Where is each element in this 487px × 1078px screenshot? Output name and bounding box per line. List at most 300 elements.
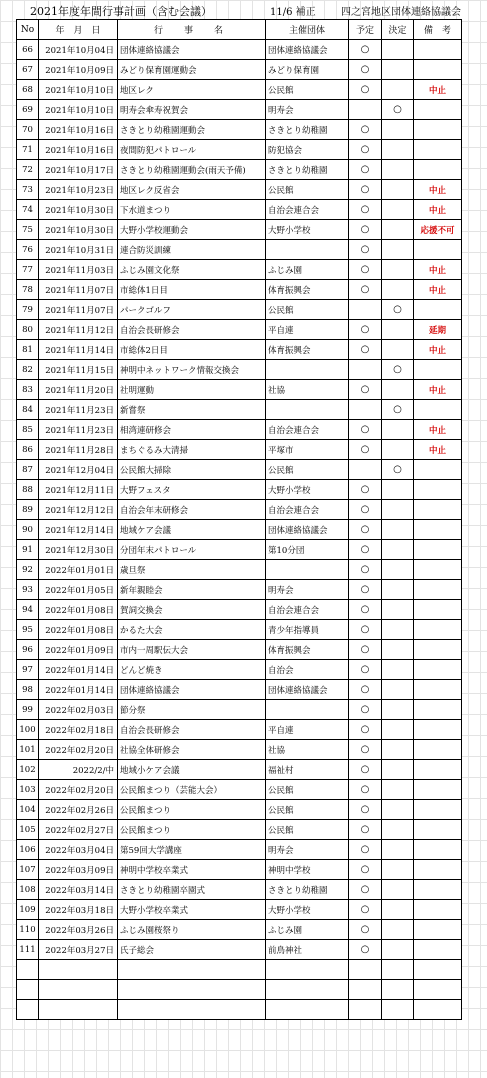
- cell-no: 76: [17, 240, 39, 260]
- cell-decided: [382, 280, 414, 300]
- cell-date: 2021年12月30日: [39, 540, 118, 560]
- cell-organizer: ふじみ園: [266, 260, 349, 280]
- cell-note: 中止: [414, 180, 462, 200]
- cell-decided: [382, 480, 414, 500]
- cell-date: 2021年11月07日: [39, 280, 118, 300]
- cell-event: 連合防災訓練: [118, 240, 266, 260]
- cell-event: 分団年末パトロール: [118, 540, 266, 560]
- cell-decided: ○: [382, 460, 414, 480]
- cell-note: [414, 480, 462, 500]
- cell-note: [414, 700, 462, 720]
- cell-decided: [382, 780, 414, 800]
- cell-no: 109: [17, 900, 39, 920]
- cell-decided: [382, 200, 414, 220]
- cell-planned: ○: [349, 280, 382, 300]
- cell-note: [414, 140, 462, 160]
- cell-organizer: 公民館: [266, 300, 349, 320]
- cell-organizer: 自治会連合会: [266, 420, 349, 440]
- cell-note: [414, 880, 462, 900]
- cell-note: [414, 960, 462, 980]
- cell-event: 新年親睦会: [118, 580, 266, 600]
- cell-date: 2022年03月04日: [39, 840, 118, 860]
- cell-no: 110: [17, 920, 39, 940]
- cell-no: [17, 980, 39, 1000]
- cell-date: 2021年11月15日: [39, 360, 118, 380]
- cell-no: 96: [17, 640, 39, 660]
- cell-decided: [382, 180, 414, 200]
- cell-decided: [382, 800, 414, 820]
- table-row: [17, 280, 462, 300]
- cell-date: 2022年02月26日: [39, 800, 118, 820]
- cell-no: 97: [17, 660, 39, 680]
- table-row: [17, 720, 462, 740]
- cell-no: 68: [17, 80, 39, 100]
- cell-no: 106: [17, 840, 39, 860]
- cell-event: ふじみ園桜祭り: [118, 920, 266, 940]
- table-row: [17, 320, 462, 340]
- table-row: [17, 340, 462, 360]
- header-no: No: [17, 20, 39, 40]
- table-row: [17, 1000, 462, 1020]
- cell-note: [414, 840, 462, 860]
- cell-planned: ○: [349, 380, 382, 400]
- cell-no: 100: [17, 720, 39, 740]
- cell-note: [414, 580, 462, 600]
- cell-event: どんど焼き: [118, 660, 266, 680]
- table-row: [17, 700, 462, 720]
- cell-event: 公民館まつり: [118, 820, 266, 840]
- cell-note: 中止: [414, 80, 462, 100]
- cell-date: 2021年12月04日: [39, 460, 118, 480]
- cell-planned: ○: [349, 940, 382, 960]
- cell-planned: ○: [349, 80, 382, 100]
- cell-planned: ○: [349, 480, 382, 500]
- cell-note: [414, 740, 462, 760]
- cell-date: 2021年11月28日: [39, 440, 118, 460]
- cell-no: 88: [17, 480, 39, 500]
- cell-no: 89: [17, 500, 39, 520]
- cell-event: 地域ケア会議: [118, 520, 266, 540]
- cell-date: 2021年12月12日: [39, 500, 118, 520]
- cell-planned: ○: [349, 260, 382, 280]
- cell-no: 82: [17, 360, 39, 380]
- cell-planned: ○: [349, 620, 382, 640]
- cell-no: 81: [17, 340, 39, 360]
- cell-organizer: 団体連絡協議会: [266, 680, 349, 700]
- cell-decided: [382, 1000, 414, 1020]
- cell-decided: [382, 760, 414, 780]
- table-row: [17, 960, 462, 980]
- cell-decided: [382, 860, 414, 880]
- cell-no: 67: [17, 60, 39, 80]
- cell-organizer: 公民館: [266, 460, 349, 480]
- cell-date: 2022年01月14日: [39, 680, 118, 700]
- cell-date: 2021年10月16日: [39, 120, 118, 140]
- cell-organizer: 平自連: [266, 320, 349, 340]
- cell-note: [414, 160, 462, 180]
- cell-planned: ○: [349, 680, 382, 700]
- cell-planned: ○: [349, 840, 382, 860]
- cell-date: 2021年11月03日: [39, 260, 118, 280]
- cell-no: 107: [17, 860, 39, 880]
- cell-no: 94: [17, 600, 39, 620]
- cell-organizer: [266, 1000, 349, 1020]
- cell-date: 2021年11月14日: [39, 340, 118, 360]
- cell-no: 77: [17, 260, 39, 280]
- cell-planned: ○: [349, 600, 382, 620]
- cell-event: [118, 960, 266, 980]
- cell-decided: [382, 720, 414, 740]
- cell-planned: ○: [349, 40, 382, 60]
- cell-organizer: 大野小学校: [266, 900, 349, 920]
- cell-planned: ○: [349, 820, 382, 840]
- table-row: [17, 900, 462, 920]
- cell-organizer: 平塚市: [266, 440, 349, 460]
- table-row: [17, 160, 462, 180]
- table-row: [17, 980, 462, 1000]
- cell-no: 98: [17, 680, 39, 700]
- cell-organizer: [266, 560, 349, 580]
- cell-decided: ○: [382, 400, 414, 420]
- cell-decided: [382, 440, 414, 460]
- cell-planned: ○: [349, 720, 382, 740]
- cell-note: [414, 760, 462, 780]
- cell-event: 自治会年末研修会: [118, 500, 266, 520]
- cell-organizer: 明寿会: [266, 580, 349, 600]
- cell-event: さきとり幼稚園卒園式: [118, 880, 266, 900]
- cell-decided: [382, 920, 414, 940]
- cell-organizer: 自治会連合会: [266, 200, 349, 220]
- cell-organizer: 公民館: [266, 80, 349, 100]
- table-row: [17, 620, 462, 640]
- table-row: [17, 640, 462, 660]
- cell-organizer: 明寿会: [266, 100, 349, 120]
- cell-organizer: 社協: [266, 380, 349, 400]
- table-row: [17, 780, 462, 800]
- cell-decided: [382, 40, 414, 60]
- cell-planned: ○: [349, 540, 382, 560]
- table-row: [17, 300, 462, 320]
- cell-decided: [382, 880, 414, 900]
- cell-date: 2021年10月30日: [39, 200, 118, 220]
- cell-event: 社明運動: [118, 380, 266, 400]
- cell-decided: [382, 120, 414, 140]
- header-event: 行 事 名: [118, 20, 266, 40]
- table-row: [17, 380, 462, 400]
- cell-organizer: 公民館: [266, 800, 349, 820]
- cell-event: 地域小ケア会議: [118, 760, 266, 780]
- cell-planned: [349, 980, 382, 1000]
- cell-date: 2021年10月04日: [39, 40, 118, 60]
- cell-date: 2022年02月20日: [39, 780, 118, 800]
- cell-event: 新嘗祭: [118, 400, 266, 420]
- cell-planned: ○: [349, 880, 382, 900]
- cell-date: 2022年03月26日: [39, 920, 118, 940]
- cell-event: パークゴルフ: [118, 300, 266, 320]
- cell-no: 87: [17, 460, 39, 480]
- table-row: [17, 580, 462, 600]
- cell-no: 69: [17, 100, 39, 120]
- table-row: [17, 60, 462, 80]
- cell-no: 105: [17, 820, 39, 840]
- cell-organizer: さきとり幼稚園: [266, 880, 349, 900]
- cell-organizer: 自治会連合会: [266, 500, 349, 520]
- cell-organizer: [266, 700, 349, 720]
- cell-planned: [349, 960, 382, 980]
- cell-organizer: みどり保育園: [266, 60, 349, 80]
- cell-note: [414, 520, 462, 540]
- cell-note: 中止: [414, 340, 462, 360]
- cell-planned: ○: [349, 860, 382, 880]
- table-row: [17, 400, 462, 420]
- title-bar: [0, 0, 487, 19]
- cell-note: [414, 240, 462, 260]
- cell-decided: [382, 640, 414, 660]
- table-row: [17, 880, 462, 900]
- cell-note: [414, 100, 462, 120]
- cell-date: 2021年11月20日: [39, 380, 118, 400]
- cell-date: 2021年12月11日: [39, 480, 118, 500]
- cell-organizer: 社協: [266, 740, 349, 760]
- cell-event: かるた大会: [118, 620, 266, 640]
- cell-date: 2022年03月14日: [39, 880, 118, 900]
- cell-planned: [349, 360, 382, 380]
- cell-organizer: 団体連絡協議会: [266, 40, 349, 60]
- cell-event: 地区レク反省会: [118, 180, 266, 200]
- table-row: [17, 540, 462, 560]
- cell-decided: ○: [382, 300, 414, 320]
- cell-event: みどり保育園運動会: [118, 60, 266, 80]
- cell-note: [414, 540, 462, 560]
- table-row: [17, 120, 462, 140]
- cell-note: [414, 600, 462, 620]
- cell-planned: ○: [349, 700, 382, 720]
- cell-no: 83: [17, 380, 39, 400]
- table-row: [17, 800, 462, 820]
- cell-note: [414, 820, 462, 840]
- cell-no: 102: [17, 760, 39, 780]
- cell-decided: [382, 500, 414, 520]
- cell-organizer: 公民館: [266, 180, 349, 200]
- cell-note: [414, 60, 462, 80]
- cell-event: 下水道まつり: [118, 200, 266, 220]
- cell-note: [414, 460, 462, 480]
- cell-decided: [382, 80, 414, 100]
- cell-decided: [382, 560, 414, 580]
- cell-date: 2022年01月05日: [39, 580, 118, 600]
- cell-date: 2022年01月08日: [39, 600, 118, 620]
- cell-note: 中止: [414, 440, 462, 460]
- cell-decided: [382, 380, 414, 400]
- cell-decided: [382, 960, 414, 980]
- cell-planned: ○: [349, 240, 382, 260]
- table-row: [17, 440, 462, 460]
- cell-event: 大野小学校運動会: [118, 220, 266, 240]
- cell-no: [17, 1000, 39, 1020]
- cell-event: 夜間防犯パトロール: [118, 140, 266, 160]
- cell-decided: [382, 340, 414, 360]
- cell-date: 2022年02月03日: [39, 700, 118, 720]
- cell-decided: [382, 60, 414, 80]
- cell-no: 84: [17, 400, 39, 420]
- cell-event: 歳旦祭: [118, 560, 266, 580]
- cell-planned: ○: [349, 320, 382, 340]
- table-row: [17, 80, 462, 100]
- cell-date: 2022年01月01日: [39, 560, 118, 580]
- table-row: [17, 500, 462, 520]
- cell-no: 92: [17, 560, 39, 580]
- cell-planned: ○: [349, 120, 382, 140]
- cell-planned: ○: [349, 560, 382, 580]
- table-row: [17, 260, 462, 280]
- cell-decided: ○: [382, 100, 414, 120]
- cell-decided: [382, 680, 414, 700]
- cell-note: [414, 780, 462, 800]
- table-row: [17, 560, 462, 580]
- cell-date: 2021年10月30日: [39, 220, 118, 240]
- cell-event: 明寿会傘寿祝賀会: [118, 100, 266, 120]
- cell-date: 2022年03月09日: [39, 860, 118, 880]
- cell-decided: [382, 900, 414, 920]
- cell-event: 大野小学校卒業式: [118, 900, 266, 920]
- cell-planned: ○: [349, 760, 382, 780]
- cell-decided: [382, 620, 414, 640]
- cell-decided: [382, 220, 414, 240]
- cell-date: 2021年10月10日: [39, 80, 118, 100]
- cell-date: 2021年10月17日: [39, 160, 118, 180]
- cell-no: 74: [17, 200, 39, 220]
- cell-no: 72: [17, 160, 39, 180]
- table-row: [17, 480, 462, 500]
- table-row: [17, 460, 462, 480]
- cell-no: 86: [17, 440, 39, 460]
- cell-note: [414, 360, 462, 380]
- cell-note: [414, 1000, 462, 1020]
- cell-event: 市総体1日目: [118, 280, 266, 300]
- cell-note: [414, 940, 462, 960]
- cell-note: 中止: [414, 260, 462, 280]
- cell-planned: ○: [349, 180, 382, 200]
- cell-note: [414, 500, 462, 520]
- cell-planned: ○: [349, 500, 382, 520]
- cell-planned: ○: [349, 160, 382, 180]
- table-row: [17, 920, 462, 940]
- cell-event: さきとり幼稚園運動会: [118, 120, 266, 140]
- cell-no: 99: [17, 700, 39, 720]
- cell-decided: [382, 840, 414, 860]
- cell-decided: [382, 160, 414, 180]
- cell-planned: ○: [349, 140, 382, 160]
- cell-note: 延期: [414, 320, 462, 340]
- header-row: [17, 20, 462, 40]
- cell-date: 2022年01月08日: [39, 620, 118, 640]
- cell-date: 2021年10月23日: [39, 180, 118, 200]
- cell-event: 自治会長研修会: [118, 320, 266, 340]
- cell-no: 93: [17, 580, 39, 600]
- organization-name: 四之宮地区団体連絡協議会: [341, 7, 461, 18]
- cell-event: さきとり幼稚園運動会(雨天予備): [118, 160, 266, 180]
- cell-note: [414, 640, 462, 660]
- cell-organizer: 自治会: [266, 660, 349, 680]
- header-note: 備 考: [414, 20, 462, 40]
- cell-event: 市内一周駅伝大会: [118, 640, 266, 660]
- cell-note: [414, 40, 462, 60]
- table-row: [17, 240, 462, 260]
- cell-decided: [382, 140, 414, 160]
- cell-planned: [349, 400, 382, 420]
- table-row: [17, 140, 462, 160]
- cell-no: 108: [17, 880, 39, 900]
- cell-date: 2022年03月27日: [39, 940, 118, 960]
- cell-planned: ○: [349, 780, 382, 800]
- cell-planned: ○: [349, 640, 382, 660]
- cell-planned: ○: [349, 900, 382, 920]
- table-row: [17, 660, 462, 680]
- cell-organizer: 体育振興会: [266, 640, 349, 660]
- cell-note: [414, 860, 462, 880]
- cell-no: 91: [17, 540, 39, 560]
- cell-organizer: 自治会連合会: [266, 600, 349, 620]
- cell-date: 2021年11月07日: [39, 300, 118, 320]
- table-row: [17, 100, 462, 120]
- cell-date: 2022年02月20日: [39, 740, 118, 760]
- cell-event: 節分祭: [118, 700, 266, 720]
- cell-organizer: 前鳥神社: [266, 940, 349, 960]
- cell-no: 95: [17, 620, 39, 640]
- table-row: [17, 740, 462, 760]
- cell-note: [414, 900, 462, 920]
- table-row: [17, 940, 462, 960]
- cell-no: 101: [17, 740, 39, 760]
- cell-event: 氏子総会: [118, 940, 266, 960]
- cell-event: 公民館まつり（芸能大会）: [118, 780, 266, 800]
- header-organizer: 主催団体: [266, 20, 349, 40]
- cell-note: [414, 560, 462, 580]
- cell-date: 2022/2/中: [39, 760, 118, 780]
- cell-decided: [382, 520, 414, 540]
- cell-organizer: 福祉村: [266, 760, 349, 780]
- cell-no: 103: [17, 780, 39, 800]
- table-row: [17, 40, 462, 60]
- cell-organizer: ふじみ園: [266, 920, 349, 940]
- cell-note: [414, 300, 462, 320]
- cell-event: 第59回大学講座: [118, 840, 266, 860]
- cell-no: 73: [17, 180, 39, 200]
- cell-decided: [382, 820, 414, 840]
- cell-organizer: [266, 240, 349, 260]
- cell-decided: [382, 580, 414, 600]
- cell-organizer: 体育振興会: [266, 340, 349, 360]
- event-table: [16, 19, 462, 1020]
- cell-planned: [349, 460, 382, 480]
- cell-decided: [382, 420, 414, 440]
- cell-decided: [382, 740, 414, 760]
- cell-no: 85: [17, 420, 39, 440]
- table-row: [17, 860, 462, 880]
- cell-organizer: 青少年指導員: [266, 620, 349, 640]
- revision-date: 11/6 補正: [270, 7, 316, 18]
- cell-event: 団体連絡協議会: [118, 680, 266, 700]
- cell-event: 地区レク: [118, 80, 266, 100]
- cell-no: 80: [17, 320, 39, 340]
- cell-organizer: 大野小学校: [266, 220, 349, 240]
- cell-no: [17, 960, 39, 980]
- cell-date: [39, 980, 118, 1000]
- table-row: [17, 820, 462, 840]
- cell-event: 公民館大掃除: [118, 460, 266, 480]
- cell-event: 社協全体研修会: [118, 740, 266, 760]
- cell-no: 104: [17, 800, 39, 820]
